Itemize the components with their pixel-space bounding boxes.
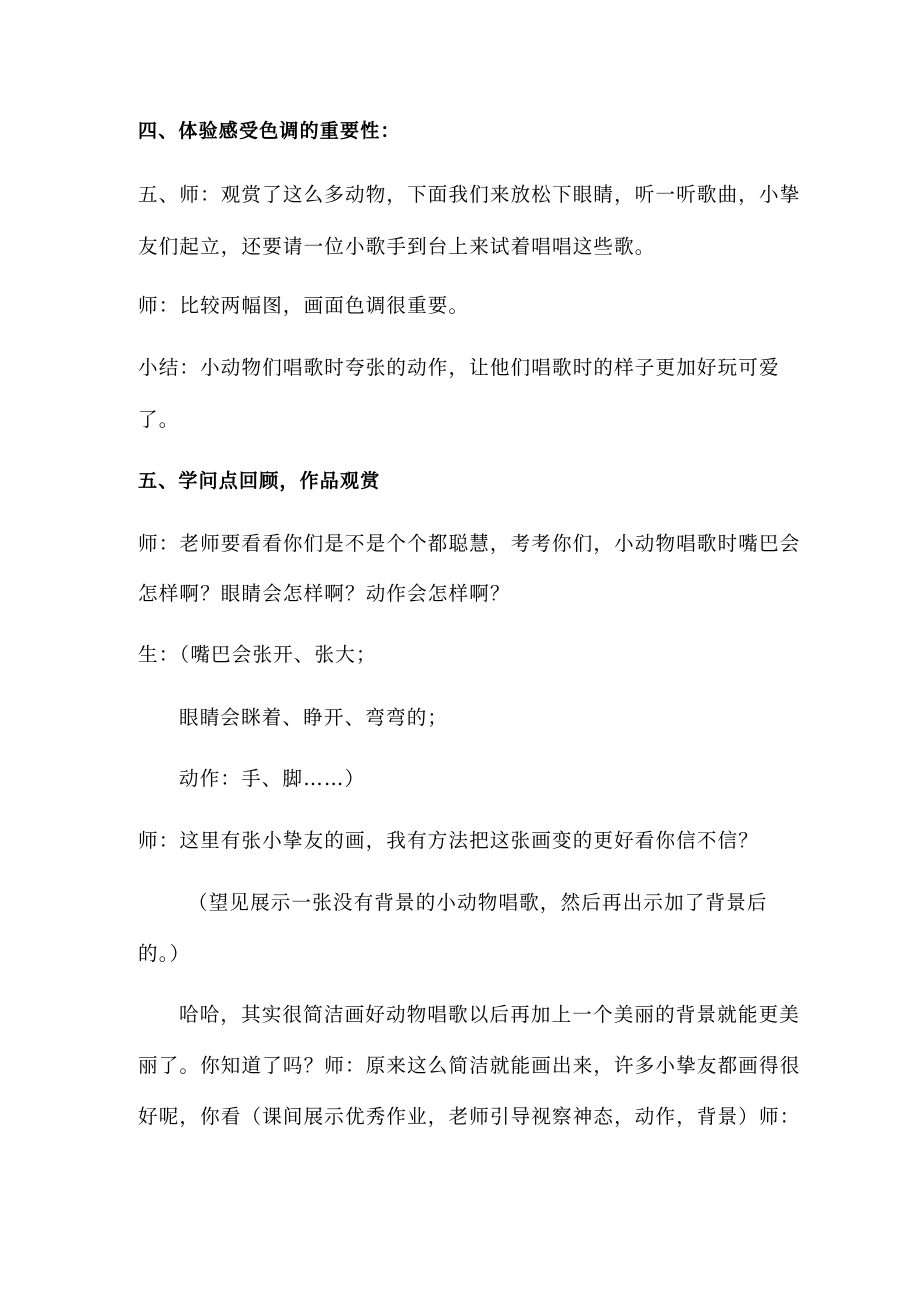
- paragraph-line: 哈哈，其实很简洁画好动物唱歌以后再加上一个美丽的背景就能更美: [179, 1003, 801, 1026]
- section-heading-4: 四、体验感受色调的重要性：: [138, 120, 401, 142]
- paragraph-line: 好呢，你看（课间展示优秀作业，老师引导视察神态，动作，背景）师：: [138, 1105, 801, 1128]
- paragraph-line: （望见展示一张没有背景的小动物唱歌，然后再出示加了背景后: [188, 891, 768, 914]
- paragraph-line: 师：这里有张小挚友的画，我有方法把这张画变的更好看你信不信？: [138, 829, 760, 852]
- student-answer-line: 动作：手、脚……）: [179, 767, 366, 790]
- paragraph-line: 怎样啊？眼睛会怎样啊？动作会怎样啊？: [138, 582, 511, 605]
- summary-line: 小结：小动物们唱歌时夸张的动作，让他们唱歌时的样子更加好玩可爱: [138, 356, 780, 379]
- paragraph-line: 的。）: [138, 942, 191, 965]
- paragraph-line: 五、师：观赏了这么多动物，下面我们来放松下眼睛，听一听歌曲，小挚: [138, 183, 801, 206]
- paragraph-line: 师：老师要看看你们是不是个个都聪慧，考考你们，小动物唱歌时嘴巴会: [138, 532, 801, 555]
- summary-line: 了。: [138, 408, 180, 431]
- student-answer-line: 眼睛会眯着、睁开、弯弯的；: [179, 706, 449, 729]
- paragraph-line: 师：比较两幅图，画面色调很重要。: [138, 294, 470, 317]
- student-answer-line: 生：（嘴巴会张开、张大；: [138, 643, 377, 666]
- paragraph-line: 丽了。你知道了吗？师：原来这么简洁就能画出来，许多小挚友都画得很: [138, 1054, 801, 1077]
- paragraph-line: 友们起立，还要请一位小歌手到台上来试着唱唱这些歌。: [138, 235, 656, 258]
- section-heading-5: 五、学问点回顾，作品观赏: [138, 470, 381, 492]
